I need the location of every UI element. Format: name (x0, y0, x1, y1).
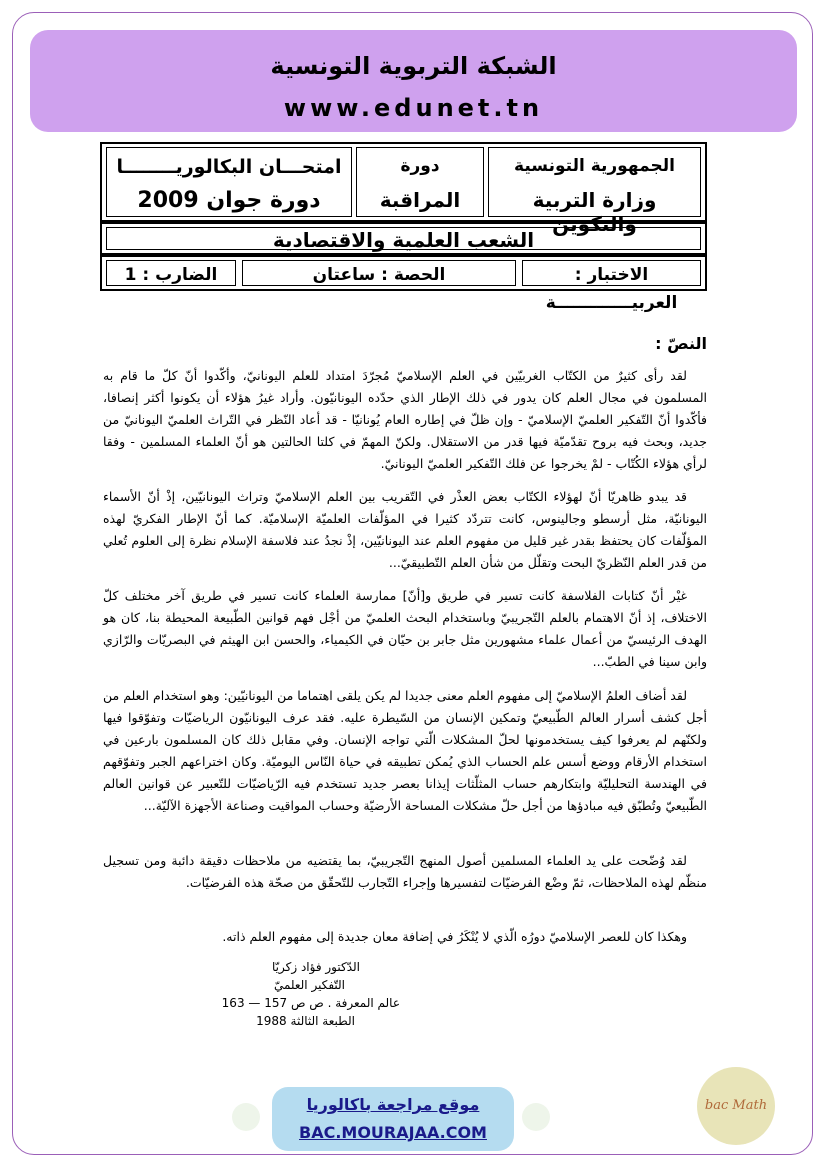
ministry-cell (488, 147, 701, 236)
bac-math-badge: bac Math (697, 1067, 775, 1145)
session-label: دورة (400, 156, 440, 176)
book-logo-icon (232, 1103, 260, 1131)
ministry: وزارة التربية والتكوين (532, 188, 657, 236)
paragraph-6: وهكذا كان للعصر الإسلاميّ دورُه الّذي لا يُنْكَرُ في إضافة معان جديدة إلى مفهوم العلم ذاته. (222, 929, 687, 944)
site-name-en[interactable]: BAC.MOURAJAA.COM (299, 1123, 487, 1142)
book-logo-icon (522, 1103, 550, 1131)
edition: الطبعة الثالثة 1988 (256, 1014, 355, 1028)
republic: الجمهورية التونسية (514, 156, 675, 176)
exam-cell (106, 147, 352, 217)
subject-row (100, 255, 707, 313)
exam-header (100, 142, 707, 236)
exam-name: امتحـــان البكالوريــــــــا (116, 156, 342, 178)
paragraph-1: لقد رأى كثيرٌ من الكتّاب الغربيّين في العلم الإسلاميّ مُجرّدَ امتداد للعلم اليونانيّ، وأكّدوا أنّ كلّ ما قام به المسلمون في مجال العلم كان يدور في ذلك الإطار الذي حدّده اليونانيّون. وأراد غيرُ هؤلاء أن يكونوا أكثر إنصافا، فأكّدوا أنّ التّفكير العلميّ الإسلاميّ - وإن ظلّ في إطاره العام يُونانيّا - قد أعاد النّظر في التّراث العلميّ اليونانيّ من جديد، وبحث فيه بروح تقدّميّة فيها قدر من الاستقلال. ولكنّ المهمّ في كلتا الحالتين هو أنّ العلماء المسلمين - وفقا لرأي هؤلاء الكُتّاب - لمْ يخرجوا عن فلك التّفكير العلميّ اليونانيّ. (103, 368, 707, 471)
sections: الشعب العلمية والاقتصادية (106, 227, 701, 250)
subject: الاختبار : العربيـــــــــــــة (522, 260, 701, 286)
duration: الحصة : ساعتان (242, 260, 516, 286)
sections-row (100, 222, 707, 255)
mourajaa-link[interactable] (272, 1087, 514, 1151)
site-name-ar[interactable]: موقع مراجعة باكالوريا (306, 1095, 480, 1114)
coefficient: الضارب : 1 (106, 260, 236, 286)
series: عالم المعرفة . ص ص 157 — 163 (221, 996, 400, 1010)
source-citation (200, 958, 400, 1030)
paragraph-2: قد يبدو ظاهريّا أنّ لهؤلاء الكتّاب بعض العذْر في التّقريب بين العلم الإسلاميّ وتراث اليونانيّين، إذْ أنّ الأسماء اليونانيّة، مثل أرسطو وجالينوس، كانت تتردّد كثيرا في المؤلّفات العلميّة الإسلاميّة. كما أنّ الإطار الفكريّ لهذه المؤلّفات كان يحتفظ بقدر غير قليل من مفهوم العلم عند اليونانيّين، إذْ نجدُ عند فلاسفة الإسلام نظرة إلى العلوم تُعلي من قدر العلم النّظريّ البحت وتقلّل من شأن العلم التّطبيقيّ... (103, 489, 707, 570)
book: التّفكير العلميّ (273, 978, 345, 992)
author: الدّكتور فؤاد زكريّا (272, 960, 360, 974)
exam-date: دورة جوان 2009 (137, 188, 321, 213)
banner-title: الشبكة التربوية التونسية (270, 52, 557, 80)
text-title: النصّ : (655, 334, 707, 353)
session-cell (356, 147, 484, 217)
session-type: المراقبة (379, 188, 461, 212)
paragraph-5: لقد وُضّحت على يد العلماء المسلمين أصول المنهج التّجريبيّ، بما يقتضيه من ملاحظات دقيقة دائبة ومن تسجيل منظّم لهذه الملاحظات، ثمّ وضْع الفرضيّات لتفسيرها وإجراء التّجارب للتّحقّق من صحّة هذه الفرضيّات. (103, 853, 707, 890)
paragraph-3: غيْر أنّ كتابات الفلاسفة كانت تسير في طريق و[أنّ] ممارسة العلماء كانت تسير في طريق آخر مختلف كلّ الاختلاف، إذ أنّ الاهتمام بالعلم التّجريبيّ وباستخدام البحث العلميّ من أجْل فهم قوانين الطّبيعة المحيطة بنا، كان هو الهدف الرئيسيّ من أعمال علماء مشهورين مثل جابر بن حيّان في الكيمياء، والحسن ابن الهيثم في البصريّات والرّازي وابن سينا في الطبّ... (103, 588, 707, 669)
paragraph-4: لقد أضاف العلمُ الإسلاميّ إلى مفهوم العلم معنى جديدا لم يكن يلقى اهتماما من اليونانيّين: وهو استخدام العلم من أجل كشف أسرار العالم الطّبيعيّ وتمكين الإنسان من السّيطرة عليه. فقد عرف اليونانيّون الرياضيّات وتفوّقوا فيها ولكنّهم لم يعرفوا كيف يستخدمونها لحلّ المشكلات الّتي تواجه الإنسان. وفي مقابل ذلك كان المسلمون بارعين في استخدام الأرقام ووضع أسس علم الحساب الذي يُمكن تطبيقه في حياة النّاس اليوميّة. وكان اختراعهم الجبر وتفوّقهم في الهندسة التحليليّة وابتكارهم حساب المثلّثات إيذانا بعصر جديد تستخدم فيه الرّياضيّات للتّعبير عن قوانين العالم الطّبيعيّ وتُطبّق فيه مبادؤها من أجل حلّ مشكلات المساحة الأرضيّة وحساب المواقيت وصناعة الأجهزة الآليّة... (103, 688, 707, 813)
site-banner (30, 30, 797, 132)
banner-url[interactable]: www.edunet.tn (283, 94, 544, 122)
